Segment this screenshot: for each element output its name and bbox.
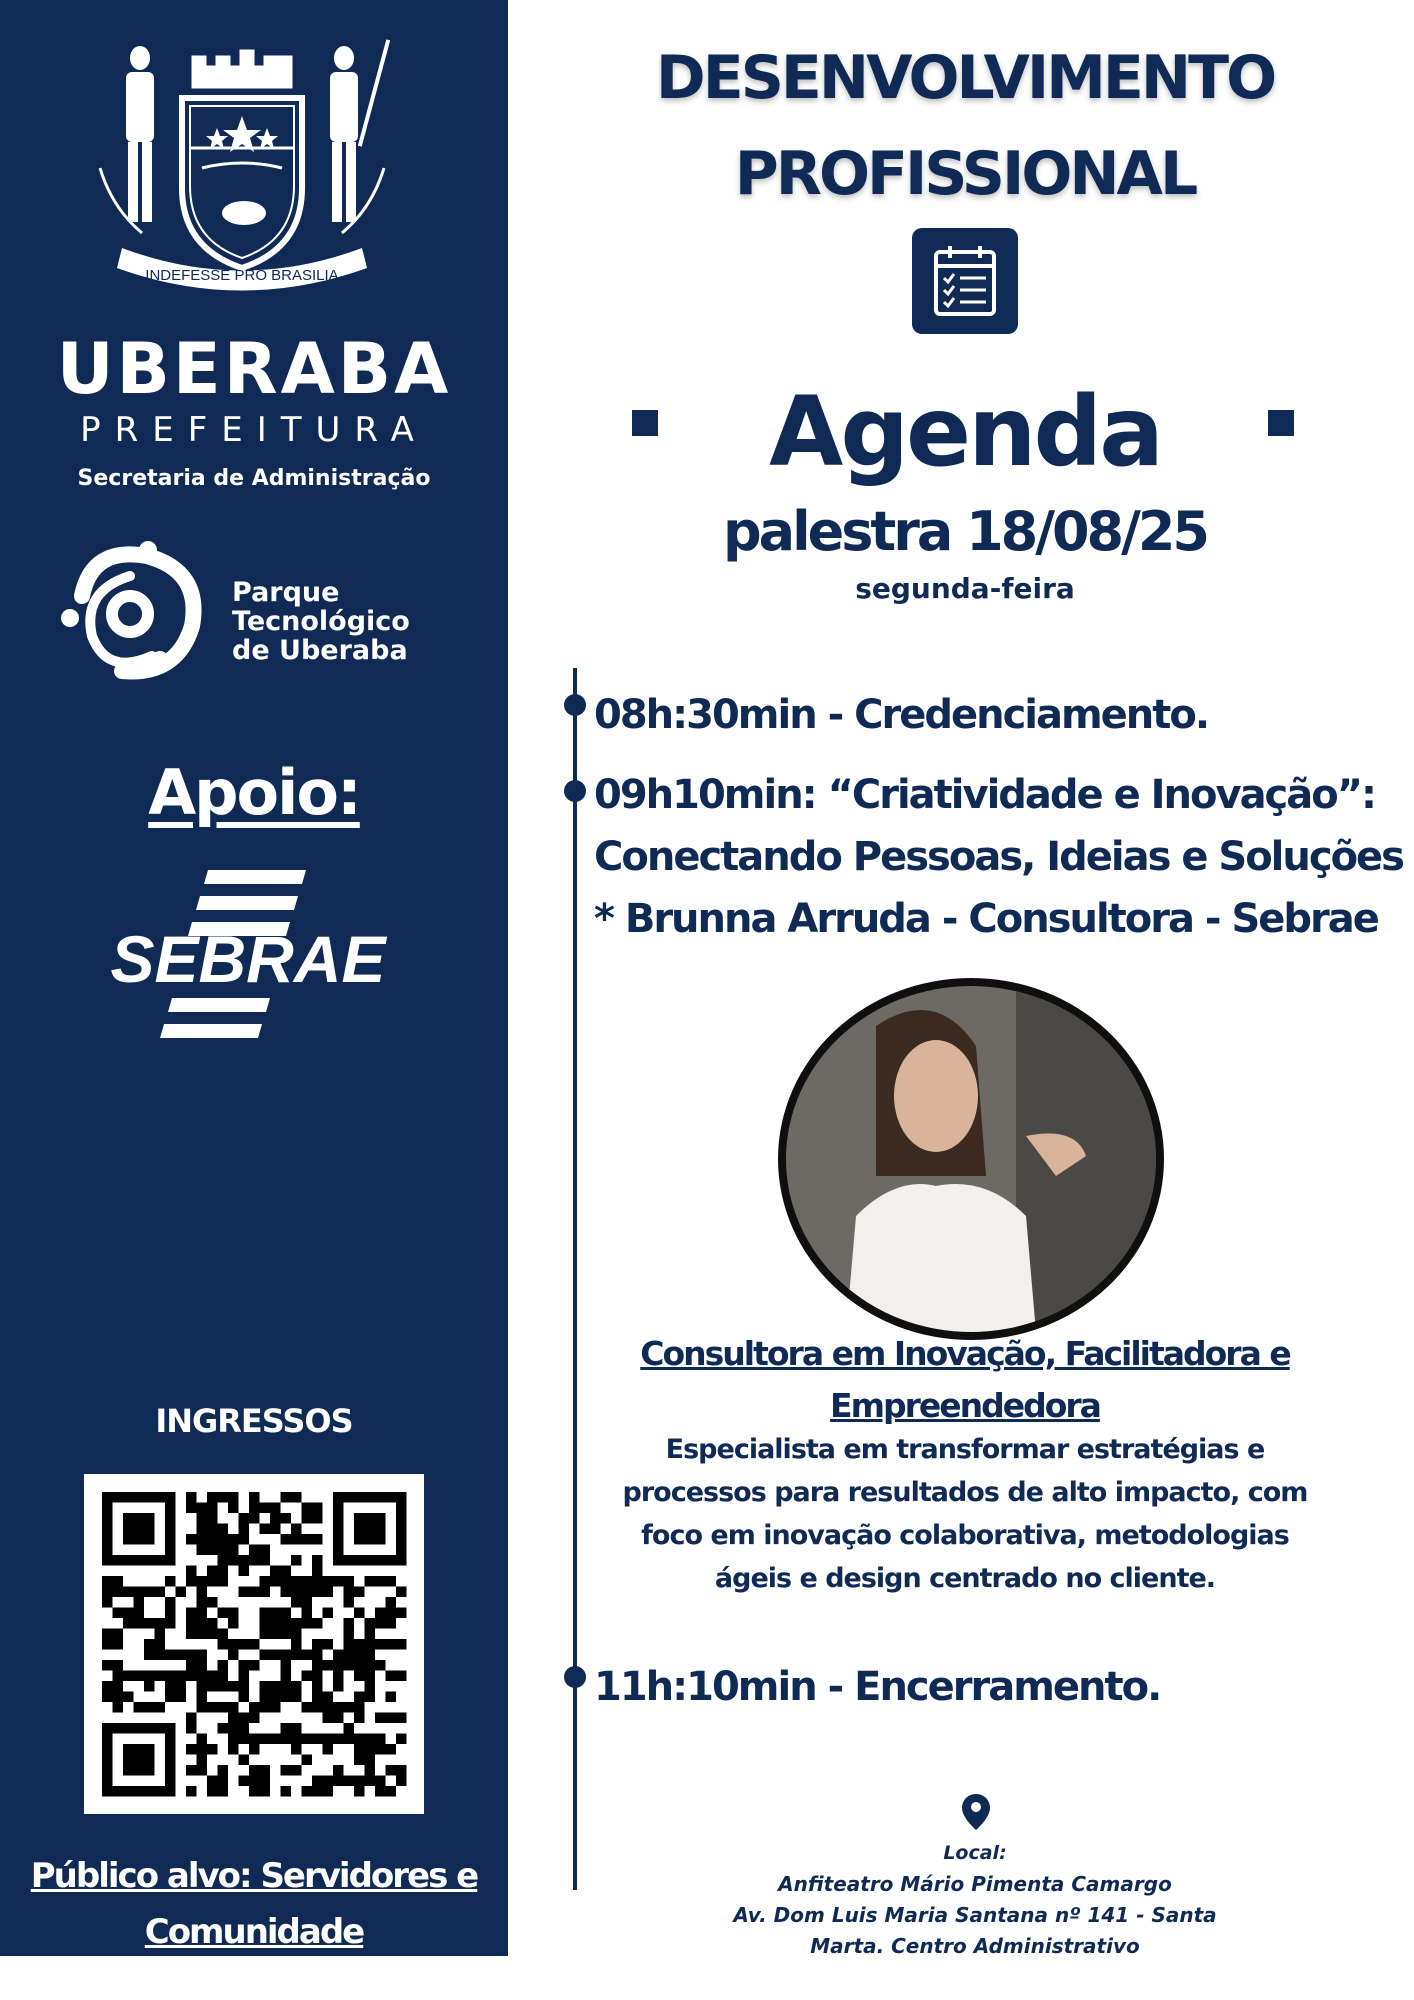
qr-code-icon [84, 1474, 424, 1814]
parque-tecnologico-logo [52, 536, 212, 686]
city-subtitle: PREFEITURA [80, 410, 428, 450]
speaker-role [600, 1328, 1330, 1432]
desc-line4: ágeis e design centrado no cliente. [714, 1563, 1216, 1594]
location-line3: Marta. Centro Administrativo [810, 1934, 1140, 1958]
title-line1: DESENVOLVIMENTO [655, 43, 1275, 113]
location-line2: Av. Dom Luis Maria Santana nº 141 - Santa [733, 1903, 1217, 1927]
publico-alvo [10, 1848, 498, 1960]
timeline-line [573, 668, 577, 1890]
location-label: Local: [943, 1842, 1007, 1864]
crest-motto: INDEFESSE PRO BRASILIA [145, 267, 339, 284]
parque-line3: de Uberaba [232, 635, 408, 666]
desc-line1: Especialista em transformar estratégias e [665, 1434, 1265, 1465]
desc-line2: processos para resultados de alto impacto, com [622, 1477, 1308, 1508]
role-line2: Empreendedora [830, 1386, 1100, 1425]
sidebar [0, 0, 508, 1956]
speaker-photo [778, 978, 1164, 1340]
speaker-description [600, 1428, 1330, 1600]
calendar-checklist-icon [912, 228, 1018, 334]
palestra-line2: Conectando Pessoas, Ideias e Soluções [594, 834, 1403, 880]
apoio-heading: Apoio: [148, 756, 360, 829]
palestra-date: palestra 18/08/25 [723, 500, 1207, 563]
timeline-dot [564, 780, 586, 802]
palestra-line1: 09h10min: “Criatividade e Inovação”: [594, 772, 1376, 818]
location-block [700, 1838, 1250, 1962]
timeline-dot [564, 1666, 586, 1688]
tickets-qr-code[interactable] [84, 1474, 424, 1814]
agenda-heading: Agenda [769, 376, 1161, 488]
location-pin-icon [962, 1794, 990, 1830]
weekday: segunda-feira [855, 572, 1075, 605]
parque-tecnologico-name [232, 578, 410, 665]
sebrae-logo [88, 870, 408, 1040]
secretaria-label: Secretaria de Administração [77, 466, 431, 491]
ingressos-label: INGRESSOS [155, 1402, 353, 1440]
parque-line1: Parque [232, 577, 340, 608]
title-line2: PROFISSIONAL [734, 139, 1196, 209]
parque-line2: Tecnológico [232, 606, 410, 637]
location-line1: Anfiteatro Mário Pimenta Camargo [778, 1872, 1172, 1896]
role-line1: Consultora em Inovação, Facilitadora e [640, 1334, 1290, 1373]
palestra-line3: * Brunna Arruda - Consultora - Sebrae [594, 896, 1378, 942]
publico-line2: Comunidade [144, 1912, 364, 1952]
city-name: UBERABA [56, 328, 452, 410]
schedule-item-palestra [594, 764, 1403, 950]
sebrae-wordmark: SEBRAE [110, 922, 386, 996]
desc-line3: foco em inovação colaborativa, metodologias [641, 1520, 1289, 1551]
timeline-dot [564, 694, 586, 716]
page-title [560, 30, 1370, 222]
schedule-item-credenciamento: 08h:30min - Credenciamento. [594, 692, 1209, 738]
schedule-item-encerramento: 11h:10min - Encerramento. [594, 1664, 1161, 1710]
coat-of-arms-logo [82, 18, 402, 318]
publico-line1: Público alvo: Servidores e [30, 1856, 478, 1896]
